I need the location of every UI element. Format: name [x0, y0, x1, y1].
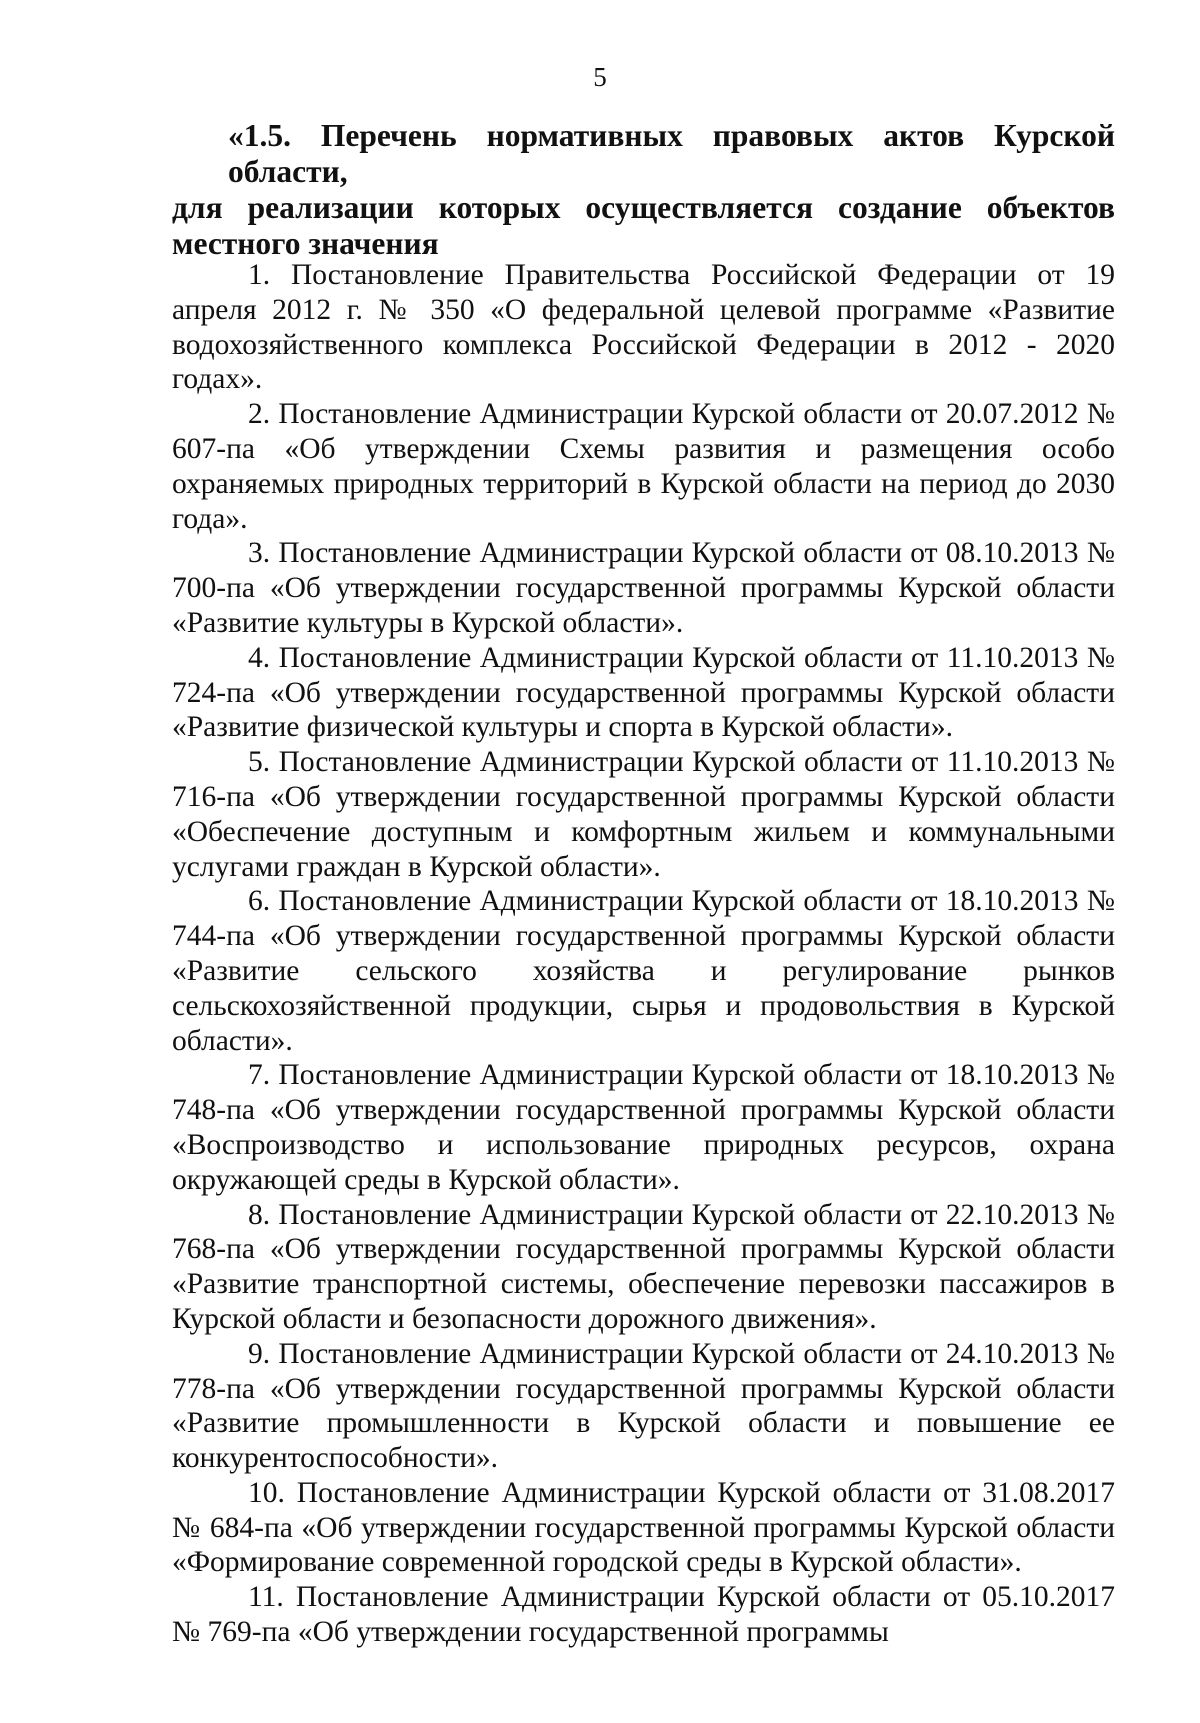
legal-act-item: 2. Постановление Администрации Курской области от 20.07.2012 № 607-па «Об утверждении Схемы развития и размещения особо охраняемых природных территорий в Курской области на период до 2030 года».	[172, 398, 1115, 535]
legal-act-item: 1. Постановление Правительства Российской Федерации от 19 апреля 2012 г. № 350 «О федеральной целевой программе «Развитие водохозяйственного комплекса Российской Федерации в 2012 - 2020 годах».	[172, 259, 1115, 396]
section-heading-line1: «1.5. Перечень нормативных правовых актов Курской области,	[228, 118, 1115, 189]
section-heading-rest: для реализации которых осуществляется создание объектов местного значения	[172, 190, 1115, 261]
page-number: 5	[593, 62, 607, 92]
section-heading	[172, 118, 1115, 262]
legal-act-item: 5. Постановление Администрации Курской области от 11.10.2013 № 716-па «Об утверждении государственной программы Курской области «Обеспечение доступным и комфортным жильем и коммунальными услугами граждан в Курской области».	[172, 746, 1115, 883]
legal-act-item: 10. Постановление Администрации Курской области от 31.08.2017 № 684-па «Об утверждении государственной программы Курской области «Формирование современной городской среды в Курской области».	[172, 1476, 1115, 1579]
legal-act-item: 11. Постановление Администрации Курской области от 05.10.2017 № 769-па «Об утверждении государственной программы	[172, 1581, 1115, 1649]
legal-act-item: 3. Постановление Администрации Курской области от 08.10.2013 № 700-па «Об утверждении государственной программы Курской области «Развитие культуры в Курской области».	[172, 537, 1115, 639]
legal-act-item: 4. Постановление Администрации Курской области от 11.10.2013 № 724-па «Об утверждении государственной программы Курской области «Развитие физической культуры и спорта в Курской области».	[172, 641, 1115, 744]
legal-act-item: 8. Постановление Администрации Курской области от 22.10.2013 № 768-па «Об утверждении государственной программы Курской области «Развитие транспортной системы, обеспечение перевозки пассажиров в Курской области и безопасности дорожного движения».	[172, 1198, 1115, 1335]
legal-acts-list	[172, 258, 1115, 1650]
legal-act-item: 7. Постановление Администрации Курской области от 18.10.2013 № 748-па «Об утверждении государственной программы Курской области «Воспроизводство и использование природных ресурсов, охрана окружающей среды в Курской области».	[172, 1059, 1115, 1196]
legal-act-item: 9. Постановление Администрации Курской области от 24.10.2013 № 778-па «Об утверждении государственной программы Курской области «Развитие промышленности в Курской области и повышение ее конкурентоспособности».	[172, 1337, 1115, 1475]
legal-act-item: 6. Постановление Администрации Курской области от 18.10.2013 № 744-па «Об утверждении государственной программы Курской области «Развитие сельского хозяйства и регулирование рынков сельскохозяйственной продукции, сырья и продовольствия в Курской области».	[172, 885, 1115, 1057]
